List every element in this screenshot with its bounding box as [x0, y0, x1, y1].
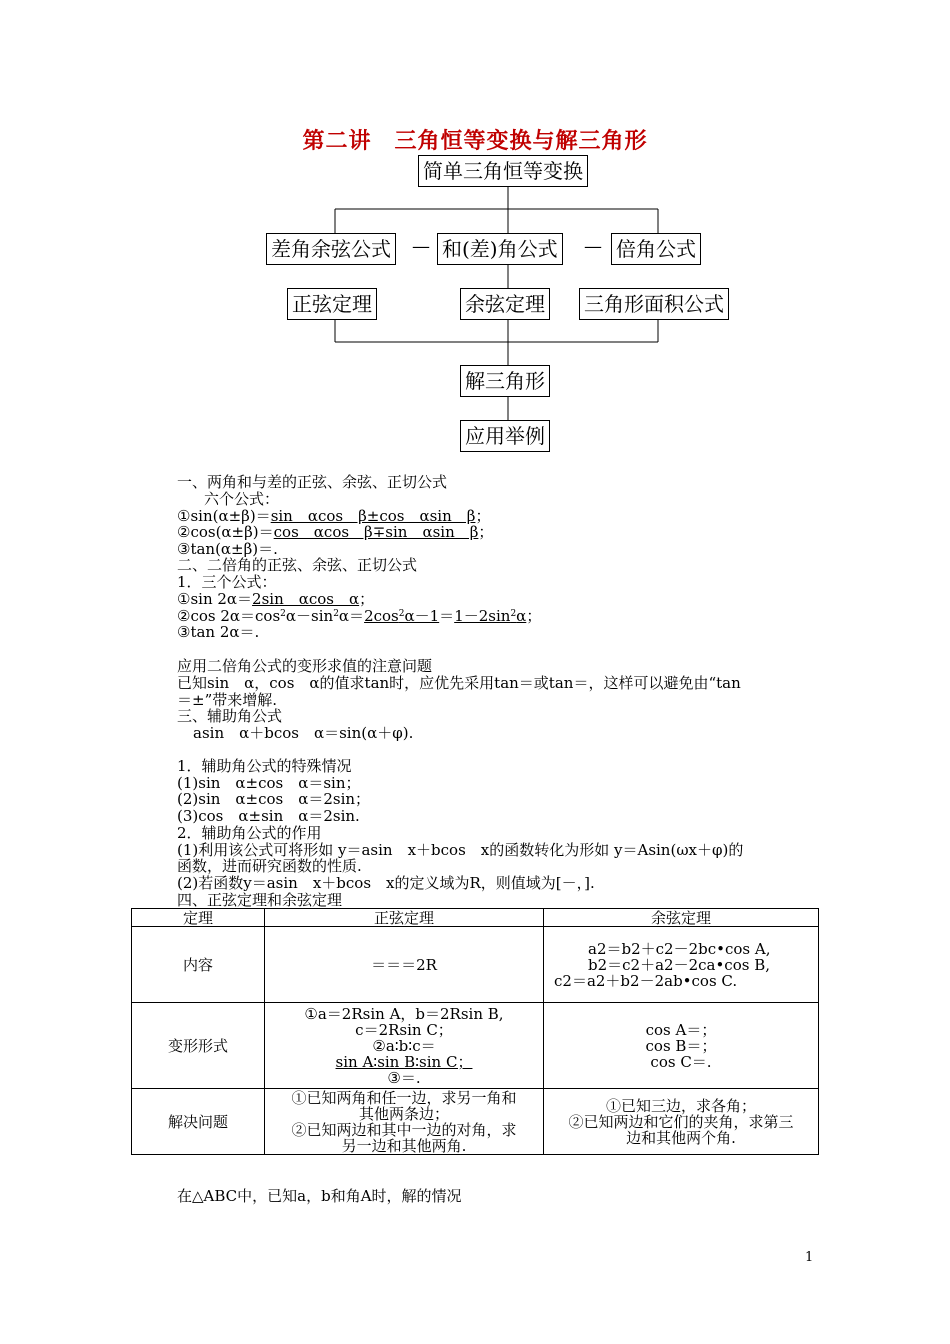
- cell-line: ③＝.: [387, 1068, 421, 1087]
- cell-line: 另一边和其他两角.: [341, 1136, 467, 1155]
- formula-answer: cos αcos β∓sin αsin β: [273, 523, 479, 541]
- cell-line: cos A＝；: [645, 1020, 717, 1039]
- formula-end: ；: [475, 507, 491, 525]
- sec2-formula-2: [177, 608, 541, 624]
- cell-line: c2＝a2＋b2－2ab•cos C.: [554, 971, 738, 990]
- cell-line: ②已知两边和其中一边的对角，求: [291, 1120, 517, 1139]
- cell-line: b2＝c2＋a2－2ca•cos B,: [588, 955, 770, 974]
- sec1-formula-2: [177, 524, 493, 540]
- sec3-role-1-cont: 函数，进而研究函数的性质.: [177, 857, 362, 875]
- sec3-case-2: (2)sin α±cos α＝2sin；: [177, 790, 371, 808]
- sec3-formula: asin α＋bcos α＝sin(α＋φ).: [193, 724, 414, 742]
- cell-line: 其他两条边；: [358, 1104, 449, 1123]
- diagram-dash: —: [584, 236, 602, 257]
- formula-part: 1－2sin: [454, 607, 511, 625]
- formula-part: α＝: [338, 607, 365, 625]
- row-label: 变形形式: [132, 1003, 265, 1089]
- formula-answer: sin αcos β±cos αsin β: [270, 507, 476, 525]
- table-row: [132, 1089, 819, 1155]
- formula-part: α: [516, 607, 527, 625]
- final-line: 在△ABC中，已知a，b和角A时，解的情况: [177, 1187, 462, 1205]
- sine-law-transform: [265, 1003, 544, 1089]
- sec2-formula-3: ③tan 2α＝.: [177, 623, 260, 641]
- page-title: 第二讲 三角恒等变换与解三角形: [302, 128, 648, 154]
- cell-line: c＝2Rsin C；: [355, 1020, 453, 1039]
- formula-lhs: ①sin(α±β)＝: [177, 507, 271, 525]
- sine-law-content: ＝＝＝2R: [265, 927, 544, 1003]
- table-header-cell: 余弦定理: [544, 909, 819, 927]
- cell-line: sin A∶sin B∶sin C；: [335, 1052, 473, 1071]
- formula-part: ＝: [439, 607, 455, 625]
- sec3-role-1: (1)利用该公式可将形如 y＝asin x＋bcos x的函数转化为形如 y＝Asin(ωx＋φ)的: [177, 841, 744, 859]
- diagram-top-box: 简单三角恒等变换: [418, 155, 588, 187]
- sec3-heading: 三、辅助角公式: [177, 707, 283, 725]
- sec1-formula-3: ③tan(α±β)＝.: [177, 540, 278, 558]
- formula-part: α－sin: [285, 607, 334, 625]
- formula-answer: 2sin αcos α: [252, 590, 360, 608]
- diagram-box-sine-law: 正弦定理: [287, 288, 377, 320]
- note-title: 应用二倍角公式的变形求值的注意问题: [177, 657, 433, 675]
- diagram-box-difference-cosine: 差角余弦公式: [266, 233, 396, 265]
- sec3-role-2: (2)若函数y＝asin x＋bcos x的定义域为R，则值域为[－，].: [177, 874, 595, 892]
- note-line-2: ＝±”带来增解.: [177, 691, 278, 709]
- sec4-heading: 四、正弦定理和余弦定理: [177, 891, 343, 909]
- row-label: 内容: [132, 927, 265, 1003]
- formula-lhs: ②cos(α±β)＝: [177, 523, 274, 541]
- diagram-box-area-formula: 三角形面积公式: [579, 288, 729, 320]
- diagram-box-double-angle: 倍角公式: [611, 233, 701, 265]
- cell-line: a2＝b2＋c2－2bc•cos A,: [588, 939, 771, 958]
- formula-part: ；: [526, 607, 542, 625]
- formula-end: ；: [359, 590, 375, 608]
- diagram-box-cosine-law: 余弦定理: [460, 288, 550, 320]
- sec1-formula-1: [177, 508, 490, 524]
- table-header-cell: 定理: [132, 909, 265, 927]
- table-row: [132, 1003, 819, 1089]
- sine-law-solve: [265, 1089, 544, 1155]
- formula-answer: [364, 607, 439, 625]
- table-header-row: [132, 909, 819, 927]
- formula-part: ②cos 2α＝cos: [177, 607, 281, 625]
- superscript: 2: [333, 609, 339, 619]
- cell-line: ②已知两边和它们的夹角，求第三: [568, 1112, 794, 1131]
- superscript: 2: [398, 609, 405, 619]
- table-row: [132, 927, 819, 1003]
- table-header-cell: 正弦定理: [265, 909, 544, 927]
- formula-part: α－1: [404, 607, 440, 625]
- cell-line: cos B＝；: [645, 1036, 717, 1055]
- formula-answer: [454, 607, 526, 625]
- sec2-formula-1: [177, 591, 374, 607]
- superscript: 2: [280, 609, 286, 619]
- sec3-case-1: (1)sin α±cos α＝sin；: [177, 774, 361, 792]
- cell-line: 边和其他两个角.: [626, 1128, 736, 1147]
- sec3-case-3: (3)cos α±sin α＝2sin.: [177, 807, 360, 825]
- diagram-dash: —: [412, 236, 430, 257]
- theorem-table: [131, 908, 819, 1155]
- sec2-subheading: 1．三个公式：: [177, 573, 277, 591]
- cosine-law-solve: [544, 1089, 819, 1155]
- diagram-box-applications: 应用举例: [460, 420, 550, 452]
- cell-line: cos C＝.: [650, 1052, 712, 1071]
- sec1-heading: 一、两角和与差的正弦、余弦、正切公式: [177, 473, 448, 491]
- sec3-special-heading: 1．辅助角公式的特殊情况: [177, 757, 352, 775]
- sec1-intro: 六个公式：: [204, 490, 280, 508]
- sec2-heading: 二、二倍角的正弦、余弦、正切公式: [177, 556, 418, 574]
- row-label: 解决问题: [132, 1089, 265, 1155]
- cell-line: ②a∶b∶c＝: [372, 1036, 436, 1055]
- page-number: 1: [805, 1250, 814, 1265]
- note-line-1: 已知sin α，cos α的值求tan时，应优先采用tan＝或tan＝，这样可以避免由“tan: [177, 674, 741, 692]
- formula-lhs: ①sin 2α＝: [177, 590, 253, 608]
- cosine-law-content: [544, 927, 819, 1003]
- cell-line: ①a＝2Rsin A，b＝2Rsin B,: [304, 1004, 504, 1023]
- cell-line: ①已知两角和任一边，求另一角和: [291, 1088, 517, 1107]
- diagram-box-sum-difference: 和(差)角公式: [437, 233, 563, 265]
- cell-line: ①已知三边，求各角；: [605, 1096, 756, 1115]
- formula-end: ；: [478, 523, 494, 541]
- sec3-role-heading: 2．辅助角公式的作用: [177, 824, 322, 842]
- diagram-box-solve-triangle: 解三角形: [460, 365, 550, 397]
- superscript: 2: [510, 609, 517, 619]
- formula-part: 2cos: [364, 607, 399, 625]
- cosine-law-transform: [544, 1003, 819, 1089]
